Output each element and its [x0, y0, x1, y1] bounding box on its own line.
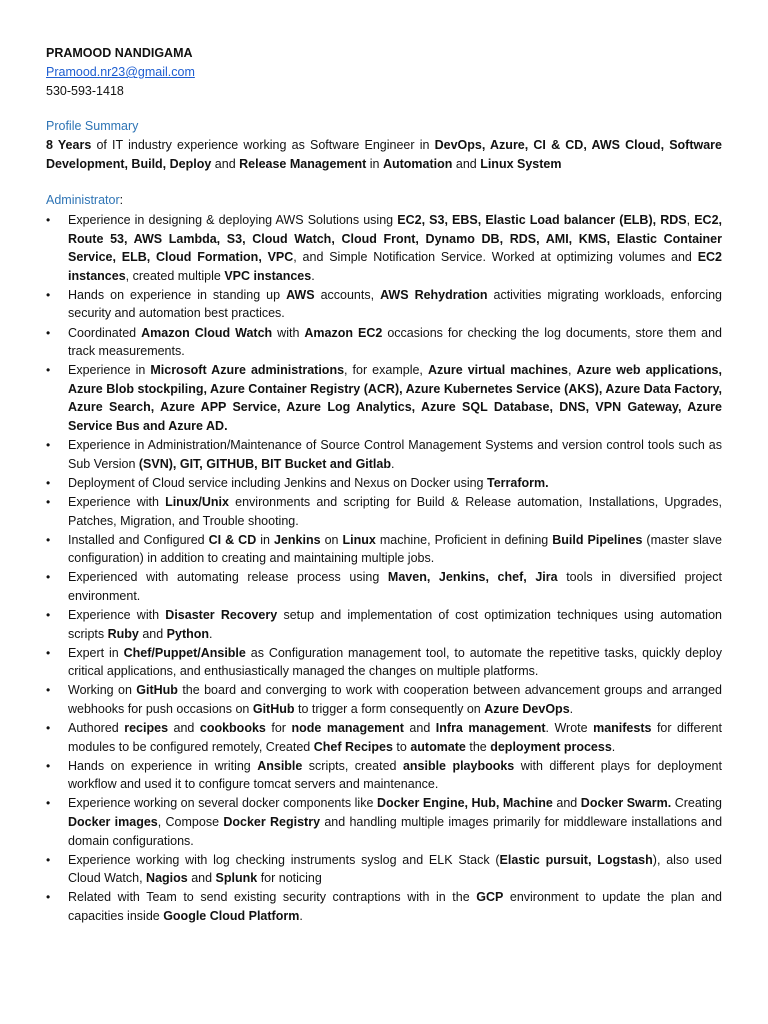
text-run: Hands on experience in standing up [68, 287, 287, 302]
bullet-icon: • [46, 475, 51, 490]
bold-text-run: automate [410, 739, 466, 754]
bullet-icon: • [46, 287, 51, 302]
bold-text-run: recipes [124, 721, 169, 736]
text-run: Experience in [68, 363, 151, 378]
list-item [46, 493, 722, 530]
bold-text-run: manifests [593, 721, 652, 736]
text-run: Experience working with log checking instruments syslog and ELK Stack ( [68, 852, 500, 867]
list-item [46, 606, 722, 643]
text-run: for different modules to be configured remotely, Created [68, 721, 722, 754]
list-item [46, 324, 722, 361]
text-run: with [272, 325, 305, 340]
text-run: and [552, 796, 581, 811]
bold-text-run: Ruby [107, 626, 139, 641]
bold-text-run: deployment process [490, 739, 612, 754]
text-run: Expert in [68, 645, 124, 660]
bold-text-run: Docker images [68, 815, 158, 829]
list-item [46, 361, 722, 435]
email-link[interactable]: Pramood.nr23@gmail.com [46, 65, 195, 79]
text-run: . [311, 268, 315, 283]
bold-text-run: Jenkins [274, 532, 321, 547]
bold-text-run: VPC instances [224, 268, 312, 283]
text-run: ), also used Cloud Watch, [68, 852, 722, 886]
text-run: in [256, 532, 274, 547]
text-run: with different plays for deployment workflow and used it to configure tomcat servers and maintenance. [68, 758, 722, 792]
bullet-icon: • [46, 645, 51, 660]
bold-text-run: EC2 instances [68, 250, 723, 283]
text-run: environment to update the plan and capacities inside [68, 890, 722, 923]
bold-text-run: Linux System [480, 157, 562, 171]
bold-text-run: GitHub [136, 683, 178, 698]
text-run: for noticing [257, 871, 322, 886]
text-run: of IT industry experience working as Software Engineer in [91, 138, 435, 152]
bold-text-run: EC2, S3, EBS, Elastic Load balancer (ELB), RDS [397, 213, 687, 227]
bold-text-run: Microsoft Azure administrations [150, 363, 345, 378]
bullet-icon: • [46, 438, 51, 453]
bullet-icon: • [46, 683, 51, 698]
bold-text-run: Docker Registry [223, 815, 321, 829]
administrator-heading [46, 191, 722, 210]
bold-text-run: Azure DevOps [484, 701, 570, 716]
text-run: the [465, 739, 491, 754]
bold-text-run: Ansible [257, 758, 303, 773]
resume-page [46, 44, 722, 926]
bold-text-run: ansible playbooks [402, 758, 515, 773]
bullet-icon: • [46, 852, 51, 867]
text-run: , [567, 363, 577, 378]
bold-text-run: Release Management [239, 157, 367, 171]
text-run: Experienced with automating release process using [68, 570, 388, 585]
bold-text-run: Azure web applications, Azure Blob stockpiling, Azure Container Registry (ACR), Azure Kubernetes Service (AKS), Azure Data Factory, Azure Search, Azure APP Service, Azure Log Analytics, Azure SQL Database, DNS, VPN Gateway, Azure Service Bus and Azure AD. [68, 363, 722, 434]
bold-text-run: Disaster Recovery [165, 607, 278, 622]
list-item [46, 211, 722, 285]
text-run: , Compose [157, 815, 224, 829]
bold-text-run: AWS Rehydration [380, 287, 488, 302]
bold-text-run: Linux [342, 532, 376, 547]
text-run: Creating [671, 796, 722, 811]
list-item [46, 719, 722, 756]
bullet-icon: • [46, 363, 51, 378]
text-run: , for example, [344, 363, 428, 378]
list-item [46, 286, 722, 323]
bold-text-run: Docker Swarm. [580, 796, 672, 811]
text-run: Deployment of Cloud service including Jenkins and Nexus on Docker using [68, 475, 487, 490]
text-run: as Configuration management tool, to automate the repetitive tasks, quickly deploy critical applications, and enthusiastically managed the changes on multiple platforms. [68, 645, 722, 679]
text-run: and [168, 721, 200, 736]
bold-text-run: Docker Engine, Hub, Machine [376, 796, 553, 811]
text-run: and handling multiple images primarily for middleware installations and domain configurations. [68, 815, 723, 848]
text-run: accounts, [314, 287, 381, 302]
text-run: Working on [68, 683, 137, 698]
text-run: Experience in designing & deploying AWS Solutions using [68, 213, 398, 227]
bullet-icon: • [46, 607, 51, 622]
administrator-heading-label: Administrator [46, 193, 120, 207]
profile-summary-heading: Profile Summary [46, 119, 139, 133]
bold-text-run: Chef/Puppet/Ansible [123, 645, 246, 660]
text-run: . [299, 908, 303, 923]
bold-text-run: (SVN), GIT, GITHUB, BIT Bucket and Gitlab [138, 456, 391, 471]
text-run: . [569, 701, 574, 716]
bold-text-run: node management [291, 721, 404, 736]
bold-text-run: Automation [382, 157, 453, 171]
text-run: . [391, 456, 395, 471]
text-run: for [265, 721, 292, 736]
text-run: . Wrote [545, 721, 594, 736]
bullet-icon: • [46, 213, 51, 227]
list-item [46, 794, 722, 850]
text-run: , created multiple [125, 268, 225, 283]
bold-text-run: Nagios [146, 871, 188, 886]
list-item [46, 436, 722, 473]
bullet-icon: • [46, 570, 51, 585]
bold-text-run: Google Cloud Platform [163, 908, 300, 923]
administrator-bullet-list [46, 211, 722, 926]
text-run: Installed and Configured [68, 532, 209, 547]
list-item [46, 568, 722, 605]
text-run: Experience in Administration/Maintenance of Source Control Management Systems and version control tools such as Sub Version [68, 438, 722, 471]
text-run: setup and implementation of cost optimization techniques using automation scripts [68, 607, 722, 641]
text-run: . [209, 626, 213, 641]
text-run: , and Simple Notification Service. Worked at optimizing volumes and [293, 250, 698, 265]
bold-text-run: Amazon Cloud Watch [141, 325, 273, 340]
text-run: . [611, 739, 616, 754]
bold-text-run: GCP [476, 890, 504, 905]
bold-text-run: Splunk [215, 871, 258, 886]
bold-text-run: cookbooks [199, 721, 266, 736]
text-run: Related with Team to send existing security contraptions with in the [68, 890, 477, 905]
bold-text-run: Python [166, 626, 210, 641]
bold-text-run: Amazon EC2 [304, 325, 383, 340]
text-run: scripts, created [302, 758, 403, 773]
bold-text-run: Chef Recipes [313, 739, 393, 754]
text-run: Experience with [68, 607, 166, 622]
bold-text-run: Maven, Jenkins, chef, Jira [387, 570, 558, 585]
bold-text-run: Elastic pursuit, Logstash [499, 852, 653, 867]
text-run: and [187, 871, 216, 886]
bullet-icon: • [46, 325, 51, 340]
text-run: Hands on experience in writing [68, 758, 258, 773]
bold-text-run: GitHub [252, 701, 295, 716]
list-item [46, 757, 722, 794]
text-run: , [686, 213, 695, 227]
list-item [46, 474, 722, 493]
candidate-name: PRAMOOD NANDIGAMA [46, 46, 193, 60]
bold-text-run: DevOps, Azure, CI & CD, AWS Cloud, Software Development, Build, Deploy [46, 138, 723, 171]
bold-text-run: Infra management [435, 721, 546, 736]
text-run: Authored [68, 721, 125, 736]
bold-text-run: Azure virtual machines [427, 363, 568, 378]
text-run: activities migrating workloads, enforcing security and automation best practices. [68, 287, 723, 321]
administrator-heading-colon: : [119, 193, 124, 207]
bold-text-run: Terraform. [486, 475, 549, 490]
text-run: to trigger a form consequently on [294, 701, 485, 716]
profile-summary-text [46, 136, 722, 174]
text-run: Experience with [68, 494, 166, 509]
bullet-icon: • [46, 532, 51, 547]
text-run: in [366, 157, 383, 171]
bullet-icon: • [46, 796, 51, 811]
bold-text-run: Linux/Unix [165, 494, 229, 509]
text-run: Experience working on several docker components like [68, 796, 377, 811]
bold-text-run: 8 Years [46, 138, 92, 152]
bullet-icon: • [46, 758, 51, 773]
text-run: tools in diversified project environment. [68, 570, 722, 603]
text-run: and [403, 721, 436, 736]
bullet-icon: • [46, 494, 51, 509]
bold-text-run: EC2, Route 53, AWS Lambda, S3, Cloud Watch, Cloud Front, Dynamo DB, RDS, AMI, KMS, Elastic Container Service, ELB, Cloud Formation, VPC [68, 213, 723, 265]
bullet-icon: • [46, 721, 51, 736]
text-run: and [452, 157, 481, 171]
bold-text-run: CI & CD [208, 532, 257, 547]
text-run: and [138, 626, 167, 641]
phone-number: 530-593-1418 [46, 84, 124, 98]
list-item [46, 531, 722, 568]
list-item [46, 888, 722, 925]
list-item [46, 644, 722, 681]
bullet-icon: • [46, 890, 51, 905]
text-run: (master slave configuration) in addition to creating and maintaining multiple jobs. [68, 532, 722, 566]
text-run: Coordinated [68, 325, 142, 340]
text-run: and [211, 157, 240, 171]
text-run: occasions for checking the log documents, store them and track measurements. [68, 325, 722, 359]
text-run: on [320, 532, 343, 547]
bold-text-run: AWS [286, 287, 315, 302]
text-run: to [392, 739, 411, 754]
list-item [46, 851, 722, 888]
text-run: environments and scripting for Build & Release automation, Installations, Upgrades, Patches, Migration, and Trouble shooting. [68, 494, 722, 528]
text-run: the board and converging to work with cooperation between advancement groups and arranged webhooks for push occasions on [68, 683, 723, 716]
text-run: machine, Proficient in defining [375, 532, 553, 547]
list-item [46, 681, 722, 718]
bold-text-run: Build Pipelines [552, 532, 643, 547]
